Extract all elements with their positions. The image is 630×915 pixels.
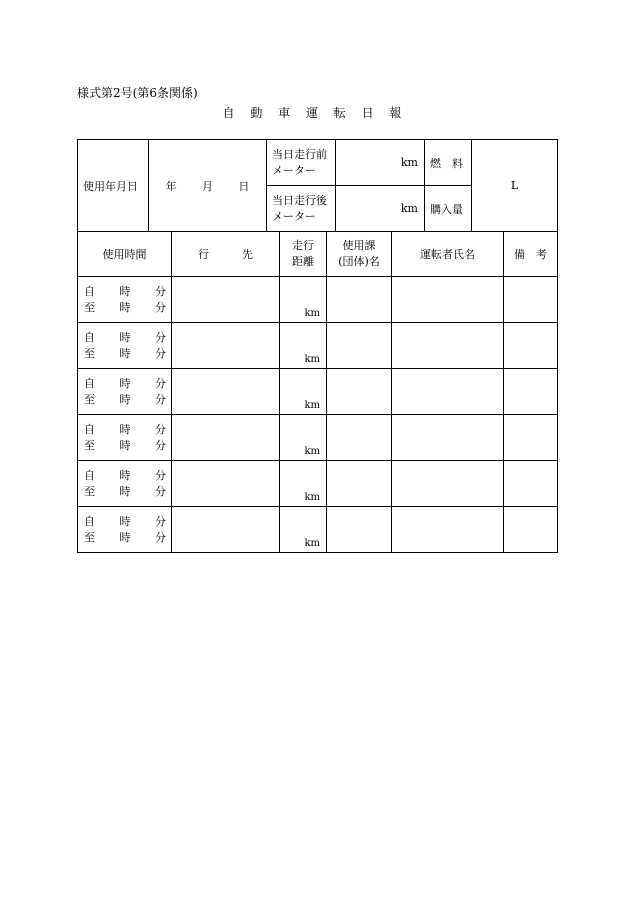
time-cell[interactable] — [78, 507, 172, 553]
time-to: 至 時 分 — [84, 300, 166, 314]
table-row — [78, 415, 558, 461]
remarks-cell[interactable] — [504, 277, 558, 323]
distance-cell[interactable] — [280, 369, 327, 415]
remarks-cell[interactable] — [504, 415, 558, 461]
time-cell[interactable] — [78, 461, 172, 507]
remarks-cell[interactable] — [504, 507, 558, 553]
day-label: 日 — [238, 179, 250, 193]
time-cell[interactable] — [78, 277, 172, 323]
time-cell[interactable] — [78, 415, 172, 461]
remarks-cell[interactable] — [504, 461, 558, 507]
page-title: 自 動 車 運 転 日 報 — [222, 106, 408, 120]
driver-cell[interactable] — [392, 277, 504, 323]
header-distance: 走行 距離 — [280, 232, 327, 277]
destination-cell[interactable] — [172, 277, 280, 323]
distance-cell[interactable] — [280, 323, 327, 369]
time-to: 至 時 分 — [84, 346, 166, 360]
department-cell[interactable] — [327, 323, 392, 369]
meter-after-field[interactable] — [336, 186, 425, 232]
driver-cell[interactable] — [392, 507, 504, 553]
distance-cell[interactable] — [280, 277, 327, 323]
time-from: 自 時 分 — [84, 468, 166, 482]
km-unit: km — [400, 202, 418, 215]
fuel-field[interactable] — [472, 140, 558, 232]
fuel-label-top: 燃 料 — [425, 140, 472, 186]
time-to: 至 時 分 — [84, 438, 166, 452]
header-destination: 行 先 — [172, 232, 280, 277]
distance-cell[interactable] — [280, 415, 327, 461]
meter-before-field[interactable] — [336, 140, 425, 186]
destination-cell[interactable] — [172, 415, 280, 461]
summary-table — [77, 139, 558, 232]
km-unit: km — [400, 156, 418, 169]
fuel-label-bottom: 購入量 — [425, 186, 472, 232]
driver-cell[interactable] — [392, 461, 504, 507]
km-unit: km — [304, 400, 320, 411]
driver-cell[interactable] — [392, 369, 504, 415]
time-from: 自 時 分 — [84, 514, 166, 528]
destination-cell[interactable] — [172, 323, 280, 369]
destination-cell[interactable] — [172, 507, 280, 553]
distance-cell[interactable] — [280, 507, 327, 553]
time-to: 至 時 分 — [84, 392, 166, 406]
year-label: 年 — [165, 179, 177, 193]
table-row — [78, 277, 558, 323]
header-driver: 運転者氏名 — [392, 232, 504, 277]
time-from: 自 時 分 — [84, 376, 166, 390]
department-cell[interactable] — [327, 507, 392, 553]
log-rows — [78, 277, 558, 553]
km-unit: km — [304, 446, 320, 457]
km-unit: km — [304, 354, 320, 365]
table-row — [78, 323, 558, 369]
km-unit: km — [304, 492, 320, 503]
department-cell[interactable] — [327, 461, 392, 507]
destination-cell[interactable] — [172, 369, 280, 415]
log-header-row — [78, 232, 558, 277]
department-cell[interactable] — [327, 369, 392, 415]
liter-unit: L — [510, 179, 519, 192]
form-code: 様式第2号(第6条関係) — [77, 86, 198, 100]
destination-cell[interactable] — [172, 461, 280, 507]
km-unit: km — [304, 308, 320, 319]
remarks-cell[interactable] — [504, 369, 558, 415]
department-cell[interactable] — [327, 277, 392, 323]
time-to: 至 時 分 — [84, 530, 166, 544]
date-field[interactable] — [149, 140, 267, 232]
table-row — [78, 507, 558, 553]
time-cell[interactable] — [78, 369, 172, 415]
driver-cell[interactable] — [392, 323, 504, 369]
date-label: 使用年月日 — [78, 140, 149, 232]
time-from: 自 時 分 — [84, 284, 166, 298]
table-row — [78, 461, 558, 507]
month-label: 月 — [201, 179, 213, 193]
header-department: 使用課 (団体)名 — [327, 232, 392, 277]
driver-cell[interactable] — [392, 415, 504, 461]
table-row — [78, 369, 558, 415]
department-cell[interactable] — [327, 415, 392, 461]
distance-cell[interactable] — [280, 461, 327, 507]
log-table — [77, 231, 558, 553]
time-from: 自 時 分 — [84, 330, 166, 344]
header-time: 使用時間 — [78, 232, 172, 277]
km-unit: km — [304, 538, 320, 549]
time-from: 自 時 分 — [84, 422, 166, 436]
header-remarks: 備 考 — [504, 232, 558, 277]
time-cell[interactable] — [78, 323, 172, 369]
meter-before-label: 当日走行前 メーター — [267, 140, 336, 186]
remarks-cell[interactable] — [504, 323, 558, 369]
time-to: 至 時 分 — [84, 484, 166, 498]
meter-after-label: 当日走行後 メーター — [267, 186, 336, 232]
